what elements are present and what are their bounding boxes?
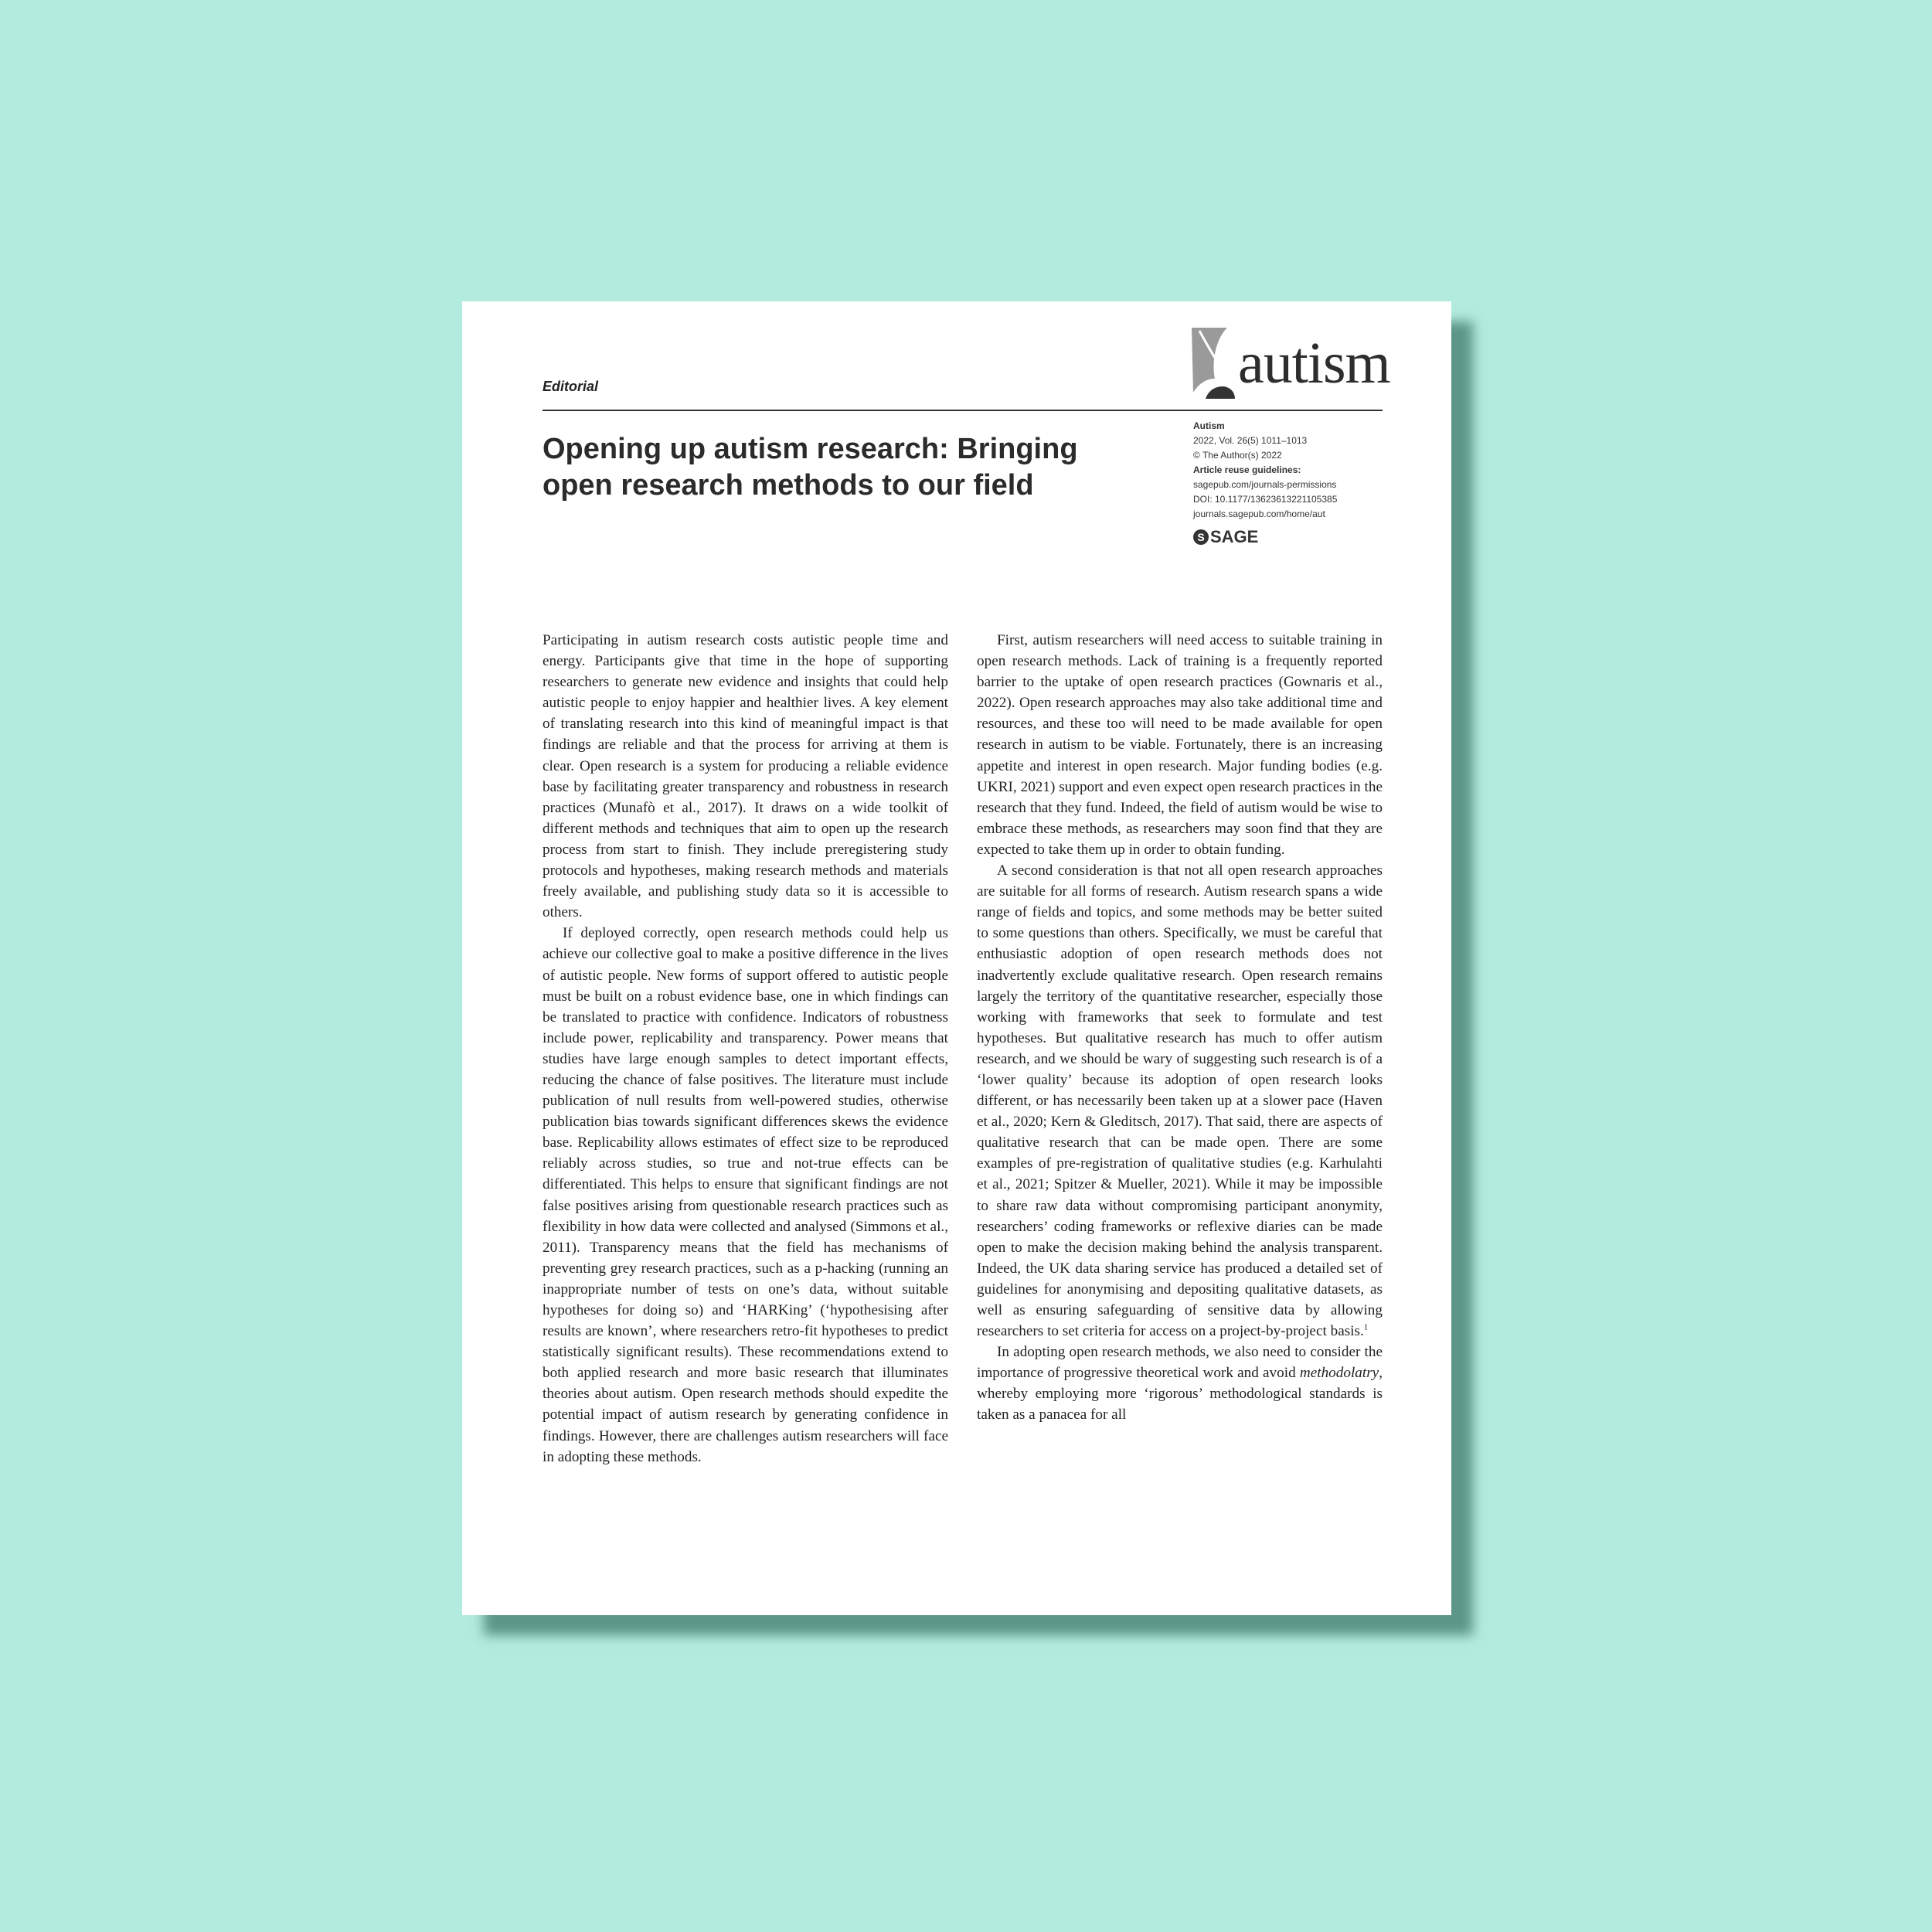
journal-logo-icon <box>1189 325 1243 410</box>
paragraph: First, autism researchers will need access to suitable training in open research methods. Lack of training is a frequently reported barrier to the uptake of open research practices (Gownaris et al., 2022). Open research approaches may also take additional time and resources, and these too will need to be made available for open research in autism to be viable. Fortunately, there is an increasing appetite and interest in open research. Major funding bodies (e.g. UKRI, 2021) support and even expect open research practices in the research that they fund. Indeed, the field of autism would be wise to embrace these methods, as researchers may soon find that they are expected to take them up in order to obtain funding. <box>977 632 1383 858</box>
meta-volume: 2022, Vol. 26(5) 1011–1013 <box>1193 435 1308 446</box>
paragraph-text: In adopting open research methods, we also need to consider the importance of progressive theoretical work and avoid <box>977 1344 1383 1382</box>
paragraph-text: , whereby employing more ‘rigorous’ methodological standards is taken as a panacea for all <box>977 1365 1383 1423</box>
paragraph <box>977 1342 1383 1425</box>
journal-logo-text: autism <box>1238 331 1390 396</box>
header-rule <box>543 410 1383 411</box>
meta-reuse-label: Article reuse guidelines: <box>1193 464 1301 475</box>
footnote-ref[interactable]: 1 <box>1363 1322 1369 1332</box>
article-meta <box>1193 419 1394 522</box>
publisher-name: SAGE <box>1210 527 1259 546</box>
meta-journal: Autism <box>1193 420 1225 431</box>
sage-icon: S <box>1193 529 1209 545</box>
publisher-logo <box>1193 527 1258 547</box>
article-page <box>462 301 1451 1615</box>
meta-copyright: © The Author(s) 2022 <box>1193 450 1282 461</box>
meta-home-link[interactable]: journals.sagepub.com/home/aut <box>1193 509 1325 519</box>
meta-reuse-link[interactable]: sagepub.com/journals-permissions <box>1193 479 1337 490</box>
paragraph: If deployed correctly, open research methods could help us achieve our collective goal to make a positive difference in the lives of autistic people. New forms of support offered to autistic people must be built on a robust evidence base, one in which findings can be translated to practice with confidence. Indicators of robustness include power, replicability and transparency. Power means that studies have large enough samples to detect important effects, reducing the chance of false positives. The literature must include publication of null results from well-powered studies, otherwise publication bias towards significant differences skews the evidence base. Replicability allows estimates of effect size to be reproduced reliably across studies, so true and not-true effects can be differentiated. This helps to ensure that significant findings are not false positives arising from questionable research practices such as flexibility in how data were collected and analysed (Simmons et al., 2011). Transparency means that the field has mechanisms of preventing grey research practices, such as a p-hacking (running an inappropriate number of tests on one’s data, without suitable hypotheses for doing so) and ‘HARKing’ (‘hypothesising after results are known’, where researchers retro-fit hypotheses to predict statistically significant results). These recommendations extend to both applied research and more basic research that illuminates theories about autism. Open research methods should expedite the potential impact of autism research by generating confidence in findings. However, there are challenges autism researchers will face in adopting these methods. <box>543 925 948 1465</box>
paragraph: Participating in autism research costs autistic people time and energy. Participants give that time in the hope of supporting researchers to generate new evidence and insights that could help autistic people to enjoy happier and healthier lives. A key element of translating research into this kind of meaningful impact is that findings are reliable and that the process for arriving at them is clear. Open research is a system for producing a reliable evidence base by facilitating greater transparency and robustness in research practices (Munafò et al., 2017). It draws on a wide toolkit of different methods and techniques that aim to open up the research process from start to finish. They include preregistering study protocols and hypotheses, making research methods and materials freely available, and publishing study data so it is accessible to others. <box>543 632 948 921</box>
emphasis-term: methodolatry <box>1299 1365 1379 1382</box>
paragraph <box>977 860 1383 1342</box>
body-column-right <box>977 630 1383 1426</box>
paragraph-text: A second consideration is that not all open research approaches are suitable for all forms of research. Autism research spans a wide range of fields and topics, and some methods may be better suited to some questions than others. Specifically, we must be careful that enthusiastic adoption of open research methods does not inadvertently exclude qualitative research. Open research remains largely the territory of the quantitative researcher, especially those working with frameworks that seek to formulate and test hypotheses. But qualitative research has much to offer autism research, and we should be wary of suggesting such research is of a ‘lower quality’ because its adoption of open research looks different, or has necessarily been taken up at a slower pace (Haven et al., 2020; Kern & Gleditsch, 2017). That said, there are aspects of qualitative research that can be made open. There are some examples of pre-registration of qualitative studies (e.g. Karhulahti et al., 2021; Spitzer & Mueller, 2021). While it may be impossible to share raw data without compromising participant anonymity, researchers’ coding frameworks or reflexive diaries can be made open to make the decision making behind the analysis transparent. Indeed, the UK data sharing service has produced a detailed set of guidelines for anonymising and depositing qualitative datasets, as well as ensuring safeguarding of sensitive data by allowing researchers to set criteria for access on a project-by-project basis. <box>977 862 1383 1340</box>
meta-doi[interactable]: DOI: 10.1177/13623613221105385 <box>1193 494 1338 505</box>
journal-logo <box>1189 325 1390 410</box>
article-title: Opening up autism research: Bringing open research methods to our field <box>543 433 1078 502</box>
section-label: Editorial <box>543 379 599 394</box>
body-column-left <box>543 630 948 1468</box>
